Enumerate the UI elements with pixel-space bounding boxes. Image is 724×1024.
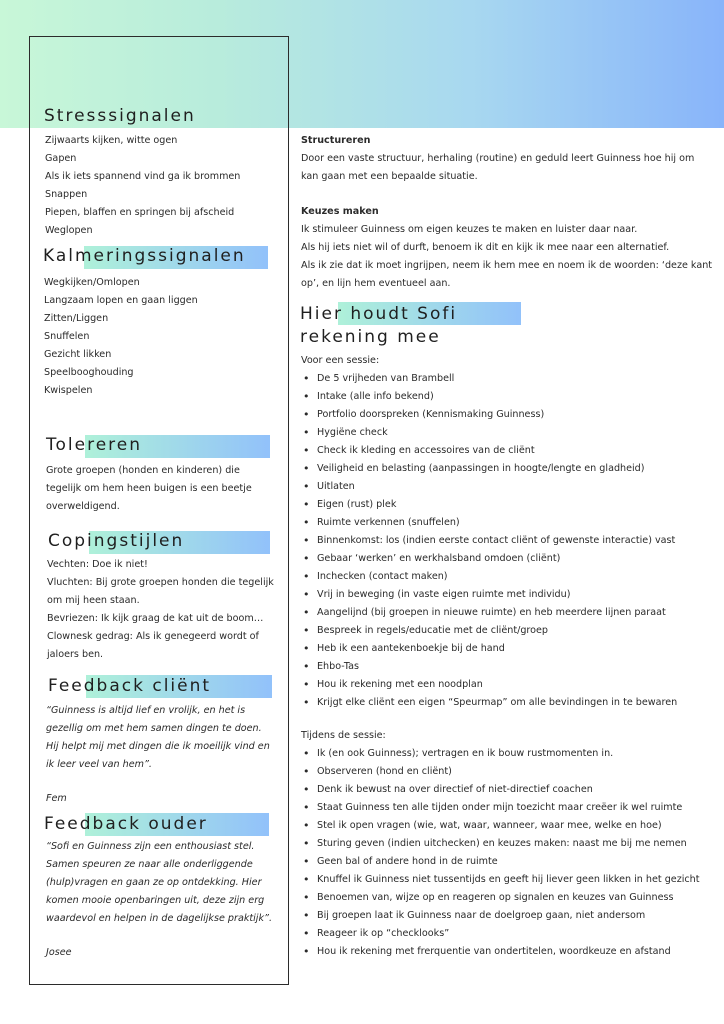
tijdens-sessie-label: Tijdens de sessie:	[301, 730, 386, 741]
list-item: Als ik iets spannend vind ga ik brommen	[45, 171, 241, 182]
list-item: • Aangelijnd (bij groepen in nieuwe ruimte) en heb meerdere lijnen paraat	[301, 604, 677, 622]
voor-sessie-label: Voor een sessie:	[301, 355, 380, 366]
keuzes-maken-text: Ik stimuleer Guinness om eigen keuzes te maken en luister daar naar. Als hij iets niet wil of durft, benoem ik dit en kijk ik mee naar een alternatief. Als ik zie dat ik moet ingrijpen, neem ik hem mee en noem ik de woorden: ‘deze kant op’, en lijn hem eventueel aan.	[301, 224, 713, 289]
list-item: • Hygiëne check	[301, 424, 677, 442]
list-item: Speelbooghouding	[44, 367, 134, 378]
copingstijlen-text: Vechten: Doe ik niet! Vluchten: Bij grote groepen honden die tegelijk om mij heen staan. Bevriezen: Ik kijk graag de kat uit de boom… Clownesk gedrag: Als ik genegeerd wordt of jaloers ben.	[47, 559, 274, 660]
list-item: • Bij groepen laat ik Guinness naar de doelgroep gaan, niet andersom	[301, 907, 700, 925]
kalmeringssignalen-heading: Kalmeringssignalen	[43, 246, 246, 266]
list-item: • Inchecken (contact maken)	[301, 568, 677, 586]
feedback-ouder-author: Josee	[46, 947, 72, 958]
list-item: • Ehbo-Tas	[301, 658, 677, 676]
list-item: • Stel ik open vragen (wie, wat, waar, wanneer, waar mee, welke en hoe)	[301, 817, 700, 835]
list-item: • Bespreek in regels/educatie met de cliënt/groep	[301, 622, 677, 640]
list-item: • Portfolio doorspreken (Kennismaking Guinness)	[301, 406, 677, 424]
feedback-ouder-quote: “Sofi en Guinness zijn een enthousiast stel. Samen speuren ze naar alle onderliggende (hulp)vragen en gaan ze op ontdekking. Hier komen mooie openbaringen uit, deze zijn erg waardevol en helpen in de dagelijkse praktijk”.	[46, 841, 273, 924]
tijdens-sessie-list	[301, 745, 700, 961]
list-item: • Intake (alle info bekend)	[301, 388, 677, 406]
list-item: • Hou ik rekening met frerquentie van ondertitelen, woordkeuze en afstand	[301, 943, 700, 961]
list-item: • Knuffel ik Guinness niet tussentijds en geeft hij liever geen likken in het gezicht	[301, 871, 700, 889]
tolereren-text: Grote groepen (honden en kinderen) die tegelijk om hem heen buigen is een beetje overweldigend.	[46, 465, 252, 512]
list-item: Snuffelen	[44, 331, 90, 342]
list-item: • Benoemen van, wijze op en reageren op signalen en keuzes van Guinness	[301, 889, 700, 907]
feedback-client-heading: Feedback cliënt	[48, 676, 212, 696]
list-item: • Gebaar ‘werken’ en werkhalsband omdoen (cliënt)	[301, 550, 677, 568]
list-item: Gezicht likken	[44, 349, 112, 360]
list-item: • Sturing geven (indien uitchecken) en keuzes maken: naast me bij me nemen	[301, 835, 700, 853]
list-item: Langzaam lopen en gaan liggen	[44, 295, 198, 306]
list-item: • Binnenkomst: los (indien eerste contact cliënt of gewenste interactie) vast	[301, 532, 677, 550]
list-item: Weglopen	[45, 225, 93, 236]
list-item: Zitten/Liggen	[44, 313, 109, 324]
list-item: • Uitlaten	[301, 478, 677, 496]
feedback-ouder-heading: Feedback ouder	[44, 814, 208, 834]
voor-sessie-list	[301, 370, 677, 712]
list-item: Piepen, blaffen en springen bij afscheid	[45, 207, 235, 218]
rekening-heading-line2: rekening mee	[300, 327, 441, 347]
list-item: • Check ik kleding en accessoires van de cliënt	[301, 442, 677, 460]
list-item: • Ruimte verkennen (snuffelen)	[301, 514, 677, 532]
copingstijlen-heading: Copingstijlen	[48, 531, 185, 551]
list-item: • Veiligheid en belasting (aanpassingen in hoogte/lengte en gladheid)	[301, 460, 677, 478]
stresssignalen-heading: Stresssignalen	[44, 106, 196, 126]
list-item: • Observeren (hond en cliënt)	[301, 763, 700, 781]
list-item: Gapen	[45, 153, 77, 164]
feedback-client-author: Fem	[46, 793, 67, 804]
structureren-heading: Structureren	[301, 135, 371, 146]
stresssignalen-list	[45, 132, 240, 240]
rekening-heading-line1: Hier houdt Sofi	[300, 304, 458, 324]
list-item: • Hou ik rekening met een noodplan	[301, 676, 677, 694]
list-item: • De 5 vrijheden van Brambell	[301, 370, 677, 388]
tolereren-heading: Tolereren	[46, 435, 143, 455]
list-item: Wegkijken/Omlopen	[44, 277, 140, 288]
list-item: Snappen	[45, 189, 88, 200]
list-item: • Ik (en ook Guinness); vertragen en ik bouw rustmomenten in.	[301, 745, 700, 763]
list-item: • Eigen (rust) plek	[301, 496, 677, 514]
list-item: • Geen bal of andere hond in de ruimte	[301, 853, 700, 871]
list-item: • Denk ik bewust na over directief of niet-directief coachen	[301, 781, 700, 799]
structureren-text: Door een vaste structuur, herhaling (routine) en geduld leert Guinness hoe hij om kan gaan met een bepaalde situatie.	[301, 153, 695, 182]
list-item: • Staat Guinness ten alle tijden onder mijn toezicht maar creëer ik wel ruimte	[301, 799, 700, 817]
list-item: • Krijgt elke cliënt een eigen “Speurmap” om alle bevindingen in te bewaren	[301, 694, 677, 712]
list-item: • Vrij in beweging (in vaste eigen ruimte met individu)	[301, 586, 677, 604]
kalmeringssignalen-list	[44, 274, 198, 400]
keuzes-maken-heading: Keuzes maken	[301, 206, 379, 217]
list-item: • Heb ik een aantekenboekje bij de hand	[301, 640, 677, 658]
feedback-client-quote: “Guinness is altijd lief en vrolijk, en het is gezellig om met hem samen dingen te doen. Hij helpt mij met dingen die ik moeilijk vind en ik leer veel van hem”.	[46, 705, 270, 770]
list-item: • Reageer ik op “checklooks”	[301, 925, 700, 943]
list-item: Zijwaarts kijken, witte ogen	[45, 135, 178, 146]
list-item: Kwispelen	[44, 385, 93, 396]
